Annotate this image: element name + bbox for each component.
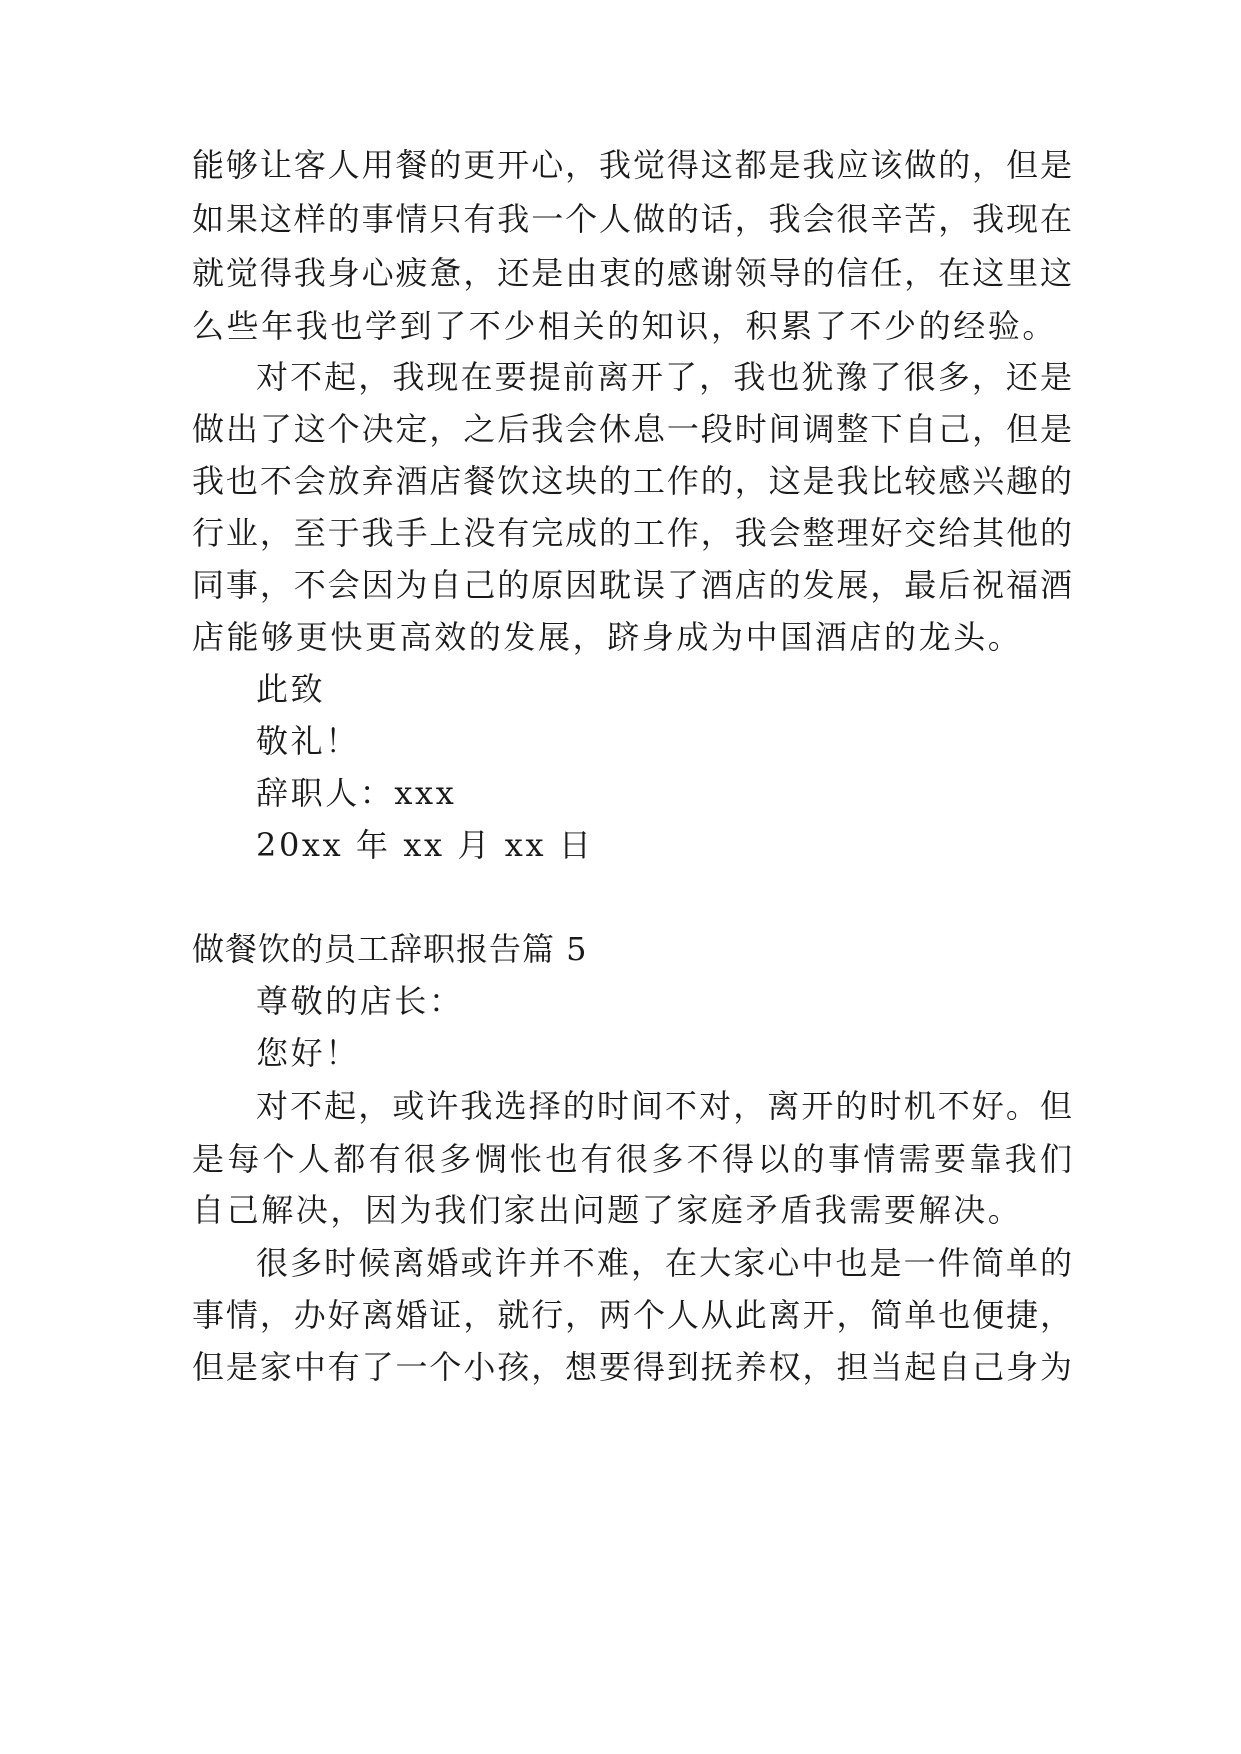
paragraph-line: 店能够更快更高效的发展，跻身成为中国酒店的龙头。 xyxy=(192,618,1023,656)
date-line: 20xx 年 xx 月 xx 日 xyxy=(256,826,594,864)
paragraph-line: 同事，不会因为自己的原因耽误了酒店的发展，最后祝福酒 xyxy=(192,566,1072,604)
paragraph-line: 事情，办好离婚证，就行，两个人从此离开，简单也便捷， xyxy=(192,1296,1072,1334)
paragraph-line: 自己解决，因为我们家出问题了家庭矛盾我需要解决。 xyxy=(192,1191,1023,1229)
paragraph-line: 如果这样的事情只有我一个人做的话，我会很辛苦，我现在 xyxy=(192,200,1072,238)
greeting: 您好！ xyxy=(256,1034,360,1072)
closing-jingli: 敬礼！ xyxy=(256,722,360,760)
salutation: 尊敬的店长： xyxy=(256,982,464,1020)
section-title: 做餐饮的员工辞职报告篇 5 xyxy=(192,930,588,968)
paragraph-line: 我也不会放弃酒店餐饮这块的工作的，这是我比较感兴趣的 xyxy=(192,462,1072,500)
paragraph-line: 但是家中有了一个小孩，想要得到抚养权，担当起自己身为 xyxy=(192,1348,1072,1386)
paragraph-line: 么些年我也学到了不少相关的知识，积累了不少的经验。 xyxy=(192,307,1058,345)
paragraph-line: 很多时候离婚或许并不难，在大家心中也是一件简单的 xyxy=(256,1244,1072,1282)
paragraph-line: 对不起，或许我选择的时间不对，离开的时机不好。但 xyxy=(256,1087,1072,1125)
paragraph-line: 做出了这个决定，之后我会休息一段时间调整下自己，但是 xyxy=(192,410,1072,448)
paragraph-line: 对不起，我现在要提前离开了，我也犹豫了很多，还是 xyxy=(256,358,1072,396)
paragraph-line: 行业，至于我手上没有完成的工作，我会整理好交给其他的 xyxy=(192,514,1072,552)
paragraph-line: 是每个人都有很多惆怅也有很多不得以的事情需要靠我们 xyxy=(192,1140,1072,1178)
signer-line: 辞职人：xxx xyxy=(256,774,457,812)
paragraph-line: 能够让客人用餐的更开心，我觉得这都是我应该做的，但是 xyxy=(192,146,1072,184)
paragraph-line: 就觉得我身心疲惫，还是由衷的感谢领导的信任，在这里这 xyxy=(192,254,1072,292)
closing-cizhi: 此致 xyxy=(256,670,326,708)
